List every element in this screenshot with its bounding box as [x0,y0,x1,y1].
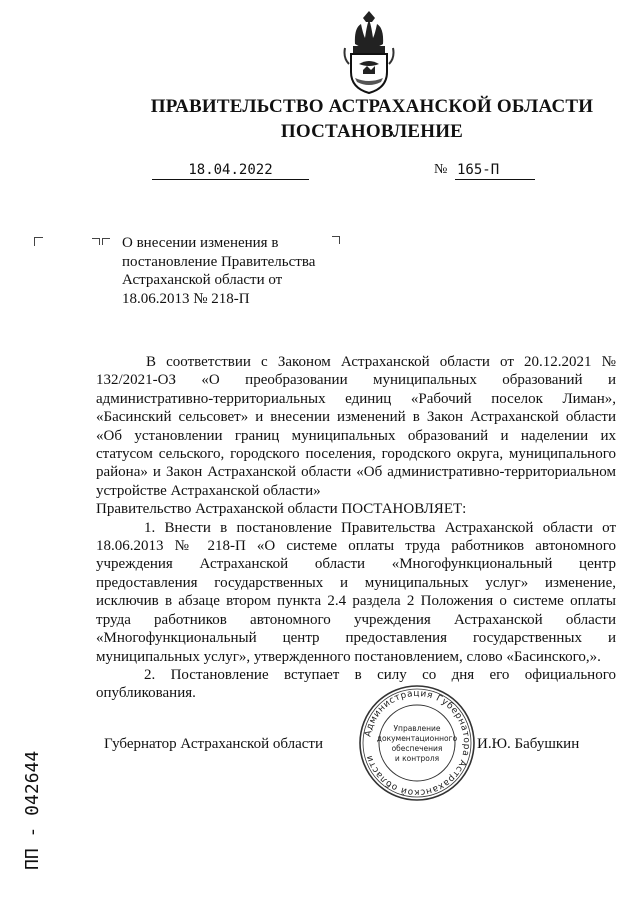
resolution-paragraph: Правительство Астраханской области ПОСТАНОВЛЯЕТ: [96,501,467,518]
stamp-ring-text: Администрация Губернатора Астраханской области [363,688,472,798]
subject-corner-mark-left-2 [102,238,110,245]
stamp-center-line-1: Управление [393,724,441,733]
stamp-center-line-2: документационного [376,734,458,743]
stamp-center-line-3: обеспечения [391,744,443,753]
document-date: 18.04.2022 [152,162,309,180]
document-type-title: ПОСТАНОВЛЕНИЕ [280,121,464,142]
preamble-paragraph: В соответствии с Законом Астраханской области от 20.12.2021 № 132/2021-ОЗ «О преобразовании муниципальных образований и административно-территориальных единиц «Рабочий поселок Лиман», «Басинский сельсовет» и внесении изменений в Закон Астраханской области «Об установлении границ муниципальных образований и наделении их статусом сельского, городского поселения, городского округа, муниципального района» и Закон Астраханской области «Об административно-территориальном устройстве Астраханской области» [96,354,616,499]
number-label: № [434,162,448,177]
subject-corner-mark-left-1 [92,238,100,245]
signatory-position: Губернатор Астраханской области [104,736,324,752]
signatory-name: И.Ю. Бабушкин [477,736,580,752]
serial-number-text: ПП - 042644 [22,750,43,870]
clause-2-paragraph: 2. Постановление вступает в силу со дня его официального опубликования. [96,666,616,702]
margin-corner-mark [34,237,43,246]
official-stamp [357,683,477,803]
clause-1-paragraph: 1. Внести в постановление Правительства Астраханской области от 18.06.2013 № 218-П «О системе оплаты труда работников автономного учреждения Астраханской области «Многофункциональный центр предоставления государственных и муниципальных услуг» изменение, исключив в абзаце втором пункта 2.4 раздела 2 Положения о системе оплаты труда работников автономного учреждения Астраханской области «Многофункциональный центр предоставления государственных и муниципальных услуг», утвержденного постановлением, слово «Басинского,». [96,519,616,665]
document-number: 165-П [455,162,535,180]
document-body [96,353,616,703]
serial-number-vertical [20,730,44,870]
stamp-center-line-4: и контроля [394,754,440,763]
coat-of-arms-emblem [341,8,397,94]
document-subject: О внесении изменения в постановление Правительства Астраханской области от 18.06.2013 № 218-П [122,235,316,307]
government-title: ПРАВИТЕЛЬСТВО АСТРАХАНСКОЙ ОБЛАСТИ [150,96,594,117]
